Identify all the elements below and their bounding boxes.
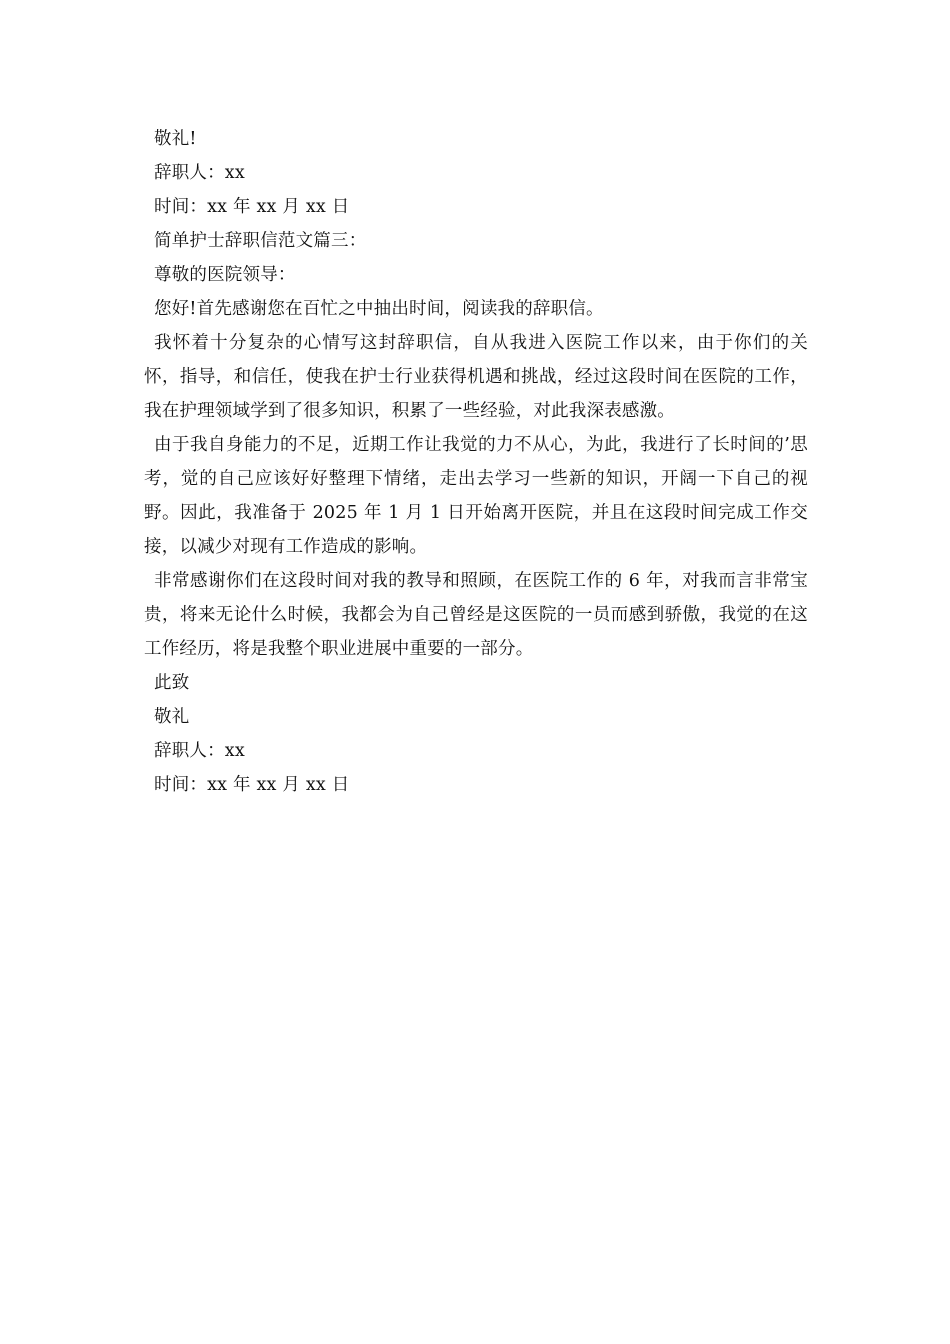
salutation: 尊敬的医院领导： xyxy=(154,265,296,285)
closing-salute-2: 敬礼 xyxy=(154,707,190,727)
body-paragraph-1: 我怀着十分复杂的心情写这封辞职信，自从我进入医院工作以来，由于你们的关怀，指导，和信任，使我在护士行业获得机遇和挑战，经过这段时间在医院的工作，我在护理领域学到了很多知识，积累了一些经验，对此我深表感激。 xyxy=(144,333,808,421)
greeting-line: 您好!首先感谢您在百忙之中抽出时间，阅读我的辞职信。 xyxy=(154,299,604,319)
signer-line-1: 辞职人：xx xyxy=(154,163,245,183)
body-paragraph-2: 由于我自身能力的不足，近期工作让我觉的力不从心，为此，我进行了长时间的’思考，觉的自己应该好好整理下情绪，走出去学习一些新的知识，开阔一下自己的视野。因此，我准备于 2025 年 1 月 1 日开始离开医院，并且在这段时间完成工作交接，以减少对现有工作造成的影响。 xyxy=(144,435,808,557)
signer-line-2: 辞职人：xx xyxy=(154,741,245,761)
body-paragraph-3: 非常感谢你们在这段时间对我的教导和照顾，在医院工作的 6 年，对我而言非常宝贵，将来无论什么时候，我都会为自己曾经是这医院的一员而感到骄傲，我觉的在这工作经历，将是我整个职业进展中重要的一部分。 xyxy=(144,571,808,659)
closing-phrase: 此致 xyxy=(154,673,190,693)
closing-salute-1: 敬礼! xyxy=(154,129,197,149)
letter-body xyxy=(144,122,808,802)
section-title: 简单护士辞职信范文篇三： xyxy=(154,231,367,251)
date-line-1: 时间：xx 年 xx 月 xx 日 xyxy=(154,197,350,217)
date-line-2: 时间：xx 年 xx 月 xx 日 xyxy=(154,775,350,795)
